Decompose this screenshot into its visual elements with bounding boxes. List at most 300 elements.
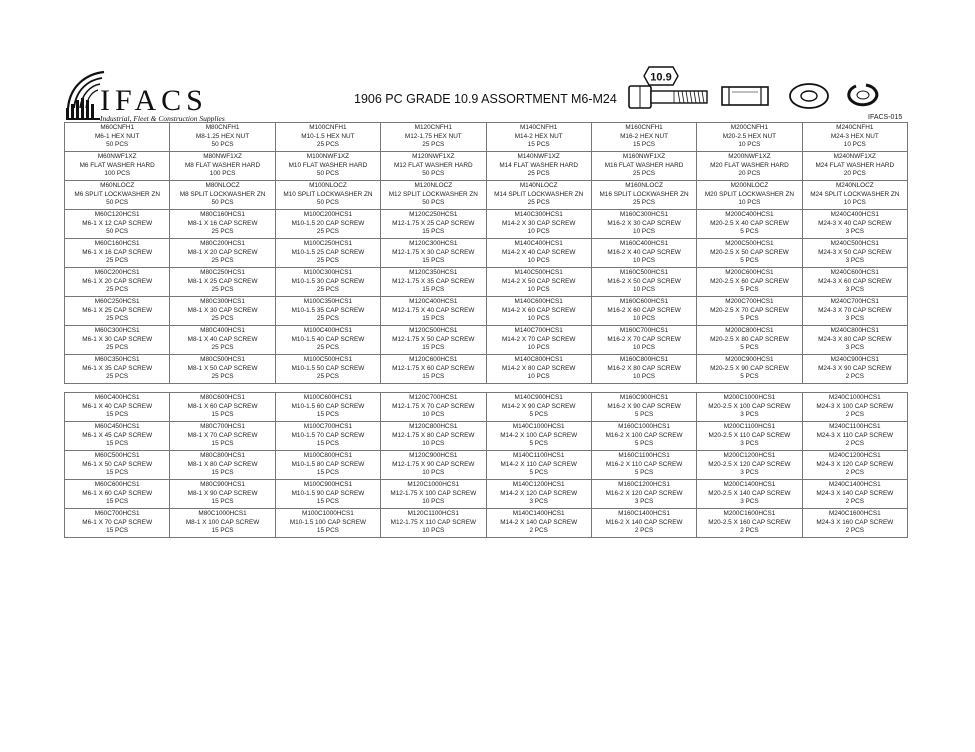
part-desc: M8-1 X 20 CAP SCREW	[187, 248, 258, 256]
part-qty: 15 PCS	[211, 527, 234, 535]
table-row	[65, 297, 908, 326]
part-qty: 3 PCS	[845, 228, 865, 236]
part-code: M80C300HCS1	[200, 298, 245, 306]
part-qty: 25 PCS	[211, 315, 234, 323]
part-cell	[65, 181, 170, 210]
part-code: M140NLOCZ	[519, 182, 558, 190]
part-desc: M24-3 X 60 CAP SCREW	[818, 277, 892, 285]
part-cell	[486, 181, 591, 210]
part-desc: M12-1.75 X 90 CAP SCREW	[392, 460, 475, 468]
part-code: M200NLOCZ	[730, 182, 769, 190]
part-qty: 50 PCS	[106, 141, 129, 149]
part-code: M160C300HCS1	[619, 211, 669, 219]
part-desc: M10-1.5 80 CAP SCREW	[291, 460, 365, 468]
part-code: M140C1000HCS1	[512, 423, 565, 431]
part-code: M120C700HCS1	[409, 394, 458, 402]
part-code: M100C500HCS1	[303, 356, 353, 364]
part-desc: M8-1 X 40 CAP SCREW	[187, 335, 258, 343]
part-code: M60C160HCS1	[94, 240, 140, 248]
part-qty: 25 PCS	[211, 286, 234, 294]
part-cell	[170, 181, 275, 210]
part-cell	[802, 451, 907, 480]
document-code: IFACS-015	[868, 114, 903, 121]
part-cell	[170, 509, 275, 538]
part-code: M140C1200HCS1	[512, 481, 565, 489]
part-desc: M12-1.75 X 50 CAP SCREW	[392, 335, 475, 343]
part-cell	[591, 210, 696, 239]
part-code: M60NWF1XZ	[97, 153, 137, 161]
part-code: M100CNFH1	[309, 124, 347, 132]
part-qty: 2 PCS	[634, 527, 654, 535]
part-code: M80NWF1XZ	[203, 153, 242, 161]
part-code: M240NLOCZ	[835, 182, 874, 190]
part-code: M200C700HCS1	[725, 298, 774, 306]
part-cell	[275, 152, 380, 181]
part-cell	[170, 297, 275, 326]
part-code: M60C350HCS1	[94, 356, 140, 364]
part-desc: M14-2 X 50 CAP SCREW	[501, 277, 576, 285]
part-desc: M14-2 X 60 CAP SCREW	[501, 306, 576, 314]
part-code: M80C1000HCS1	[198, 510, 247, 518]
part-code: M200C400HCS1	[725, 211, 774, 219]
part-code: M100C200HCS1	[303, 211, 353, 219]
part-desc: M6-1 X 45 CAP SCREW	[82, 431, 153, 439]
part-qty: 25 PCS	[316, 373, 339, 381]
part-qty: 15 PCS	[316, 469, 339, 477]
part-desc: M16-2 X 140 CAP SCREW	[605, 518, 683, 526]
part-qty: 5 PCS	[634, 440, 654, 448]
part-cell	[381, 123, 486, 152]
part-qty: 2 PCS	[845, 469, 865, 477]
part-desc: M20-2.5 X 50 CAP SCREW	[710, 248, 789, 256]
part-desc: M16-2 X 100 CAP SCREW	[605, 431, 683, 439]
part-desc: M6-1 X 70 CAP SCREW	[82, 518, 153, 526]
part-qty: 15 PCS	[633, 141, 656, 149]
part-qty: 25 PCS	[211, 344, 234, 352]
part-qty: 25 PCS	[106, 315, 129, 323]
part-desc: M10 FLAT WASHER HARD	[288, 161, 368, 169]
part-code: M120C600HCS1	[409, 356, 458, 364]
part-desc: M24-3 X 40 CAP SCREW	[818, 219, 892, 227]
part-desc: M12-1.75 X 25 CAP SCREW	[392, 219, 475, 227]
part-cell	[65, 152, 170, 181]
part-code: M140C700HCS1	[514, 327, 563, 335]
part-qty: 2 PCS	[740, 527, 759, 535]
part-cell	[486, 268, 591, 297]
part-code: M160C900HCS1	[619, 394, 669, 402]
part-code: M100NLOCZ	[309, 182, 347, 190]
part-code: M160C400HCS1	[619, 240, 669, 248]
part-qty: 50 PCS	[211, 141, 234, 149]
part-qty: 15 PCS	[106, 498, 129, 506]
part-qty: 15 PCS	[422, 373, 445, 381]
part-qty: 25 PCS	[106, 344, 129, 352]
part-code: M60C450HCS1	[94, 423, 140, 431]
part-cell	[591, 355, 696, 384]
part-code: M140C900HCS1	[514, 394, 563, 402]
part-desc: M8-1 X 60 CAP SCREW	[187, 402, 258, 410]
part-code: M200C900HCS1	[725, 356, 774, 364]
part-desc: M14-2 HEX NUT	[514, 132, 563, 140]
part-cell	[591, 297, 696, 326]
part-desc: M20-2.5 X 80 CAP SCREW	[710, 335, 789, 343]
section-gap-cell	[65, 384, 908, 393]
part-desc: M8-1 X 80 CAP SCREW	[187, 460, 258, 468]
part-qty: 3 PCS	[529, 498, 548, 506]
part-cell	[381, 268, 486, 297]
part-qty: 3 PCS	[740, 498, 759, 506]
part-cell	[275, 123, 380, 152]
part-code: M200C1200HCS1	[723, 452, 776, 460]
part-code: M120C250HCS1	[409, 211, 458, 219]
part-desc: M24 SPLIT LOCKWASHER ZN	[810, 190, 900, 198]
part-cell	[802, 297, 907, 326]
part-qty: 10 PCS	[633, 315, 656, 323]
part-cell	[486, 123, 591, 152]
part-desc: M6-1 X 60 CAP SCREW	[82, 489, 153, 497]
part-code: M240C400HCS1	[830, 211, 879, 219]
part-qty: 5 PCS	[529, 411, 548, 419]
part-cell	[591, 123, 696, 152]
part-code: M240C900HCS1	[830, 356, 879, 364]
part-desc: M20 FLAT WASHER HARD	[710, 161, 789, 169]
part-code: M120C400HCS1	[409, 298, 458, 306]
part-qty: 2 PCS	[845, 411, 865, 419]
part-cell	[381, 480, 486, 509]
section-gap	[65, 384, 908, 393]
part-code: M100C250HCS1	[303, 240, 353, 248]
part-qty: 25 PCS	[106, 257, 129, 265]
part-cell	[486, 480, 591, 509]
grade-mark: 10.9	[650, 71, 672, 84]
part-code: M100NWF1XZ	[306, 153, 350, 161]
part-qty: 5 PCS	[740, 228, 759, 236]
part-code: M240C1600HCS1	[828, 510, 881, 518]
part-code: M160CNFH1	[625, 124, 663, 132]
part-desc: M6-1 X 20 CAP SCREW	[82, 277, 153, 285]
part-desc: M10-1.5 35 CAP SCREW	[291, 306, 365, 314]
part-qty: 15 PCS	[211, 469, 234, 477]
part-desc: M6-1 X 12 CAP SCREW	[82, 219, 153, 227]
part-code: M60NLOCZ	[100, 182, 135, 190]
part-qty: 25 PCS	[316, 344, 339, 352]
part-code: M100C400HCS1	[303, 327, 353, 335]
part-cell	[65, 480, 170, 509]
part-desc: M12-1.75 X 30 CAP SCREW	[392, 248, 475, 256]
part-cell	[275, 326, 380, 355]
part-desc: M20-2.5 X 90 CAP SCREW	[710, 364, 789, 372]
part-desc: M20-2.5 X 140 CAP SCREW	[708, 489, 791, 497]
part-cell	[697, 210, 802, 239]
part-qty: 15 PCS	[422, 315, 445, 323]
part-qty: 20 PCS	[738, 170, 761, 178]
part-code: M140C1400HCS1	[512, 510, 565, 518]
grade-10-9-badge-icon	[643, 66, 679, 86]
part-desc: M20-2.5 X 60 CAP SCREW	[710, 277, 789, 285]
part-qty: 25 PCS	[633, 199, 656, 207]
part-code: M120C900HCS1	[409, 452, 458, 460]
part-cell	[802, 422, 907, 451]
part-cell	[591, 393, 696, 422]
part-qty: 50 PCS	[316, 170, 339, 178]
part-code: M100C1000HCS1	[302, 510, 354, 518]
hex-nut-icon	[720, 84, 770, 108]
part-code: M120NLOCZ	[414, 182, 453, 190]
part-qty: 10 PCS	[633, 344, 656, 352]
part-qty: 10 PCS	[738, 141, 761, 149]
part-qty: 15 PCS	[106, 411, 129, 419]
part-desc: M10-1.5 30 CAP SCREW	[291, 277, 365, 285]
part-code: M80CNFH1	[205, 124, 240, 132]
part-cell	[381, 210, 486, 239]
part-qty: 2 PCS	[845, 440, 865, 448]
part-code: M200C800HCS1	[725, 327, 774, 335]
part-desc: M12-1.75 X 100 CAP SCREW	[390, 489, 477, 497]
part-code: M140C400HCS1	[514, 240, 563, 248]
part-qty: 5 PCS	[740, 373, 759, 381]
assortment-table	[64, 122, 908, 538]
part-cell	[275, 181, 380, 210]
part-desc: M10-1.5 60 CAP SCREW	[291, 402, 365, 410]
part-desc: M16 FLAT WASHER HARD	[604, 161, 684, 169]
part-qty: 3 PCS	[740, 469, 759, 477]
part-cell	[697, 451, 802, 480]
part-cell	[697, 152, 802, 181]
part-cell	[170, 393, 275, 422]
part-desc: M10-1.5 90 CAP SCREW	[291, 489, 365, 497]
part-qty: 10 PCS	[527, 228, 550, 236]
part-desc: M16-2 X 120 CAP SCREW	[605, 489, 683, 497]
part-desc: M20-2.5 X 40 CAP SCREW	[710, 219, 789, 227]
part-desc: M8-1 X 100 CAP SCREW	[185, 518, 260, 526]
part-desc: M12-1.75 X 60 CAP SCREW	[392, 364, 475, 372]
part-qty: 25 PCS	[316, 286, 339, 294]
part-code: M80C200HCS1	[200, 240, 245, 248]
part-code: M240C500HCS1	[830, 240, 879, 248]
part-qty: 10 PCS	[633, 257, 656, 265]
part-desc: M10-1.5 25 CAP SCREW	[291, 248, 365, 256]
part-cell	[381, 509, 486, 538]
part-code: M160C600HCS1	[619, 298, 669, 306]
part-cell	[275, 268, 380, 297]
brand-name: IFACS	[100, 84, 208, 117]
part-desc: M24 FLAT WASHER HARD	[815, 161, 895, 169]
table-row	[65, 181, 908, 210]
part-cell	[65, 123, 170, 152]
part-qty: 3 PCS	[845, 257, 865, 265]
part-code: M160C1000HCS1	[618, 423, 670, 431]
flat-washer-icon	[788, 82, 830, 110]
part-cell	[802, 326, 907, 355]
part-cell	[591, 422, 696, 451]
part-cell	[486, 451, 591, 480]
part-desc: M14-2 X 100 CAP SCREW	[500, 431, 578, 439]
part-cell	[591, 326, 696, 355]
part-desc: M16-2 X 30 CAP SCREW	[607, 219, 681, 227]
part-code: M60C700HCS1	[94, 510, 140, 518]
part-qty: 10 PCS	[422, 469, 445, 477]
part-cell	[802, 181, 907, 210]
part-cell	[65, 509, 170, 538]
part-desc: M10-1.5 50 CAP SCREW	[291, 364, 365, 372]
part-qty: 5 PCS	[740, 315, 759, 323]
part-qty: 100 PCS	[209, 170, 236, 178]
part-qty: 10 PCS	[422, 411, 445, 419]
part-code: M120C500HCS1	[409, 327, 458, 335]
part-cell	[381, 451, 486, 480]
part-cell	[275, 422, 380, 451]
part-code: M160C1200HCS1	[618, 481, 670, 489]
table-row	[65, 268, 908, 297]
part-code: M60C600HCS1	[94, 481, 140, 489]
part-desc: M8-1.25 HEX NUT	[195, 132, 250, 140]
part-desc: M14 FLAT WASHER HARD	[499, 161, 579, 169]
part-code: M100C900HCS1	[303, 481, 353, 489]
part-desc: M10-1.5 40 CAP SCREW	[291, 335, 365, 343]
part-code: M200C600HCS1	[725, 269, 774, 277]
part-qty: 2 PCS	[845, 527, 865, 535]
part-cell	[697, 181, 802, 210]
part-qty: 15 PCS	[316, 411, 339, 419]
part-desc: M12 FLAT WASHER HARD	[393, 161, 473, 169]
part-cell	[591, 181, 696, 210]
part-desc: M20-2.5 X 120 CAP SCREW	[708, 460, 791, 468]
part-cell	[697, 355, 802, 384]
part-qty: 15 PCS	[316, 498, 339, 506]
part-cell	[381, 297, 486, 326]
part-code: M200C500HCS1	[725, 240, 774, 248]
part-qty: 25 PCS	[633, 170, 656, 178]
table-row	[65, 422, 908, 451]
part-desc: M16-2 X 70 CAP SCREW	[607, 335, 681, 343]
table-row	[65, 123, 908, 152]
part-cell	[275, 509, 380, 538]
part-code: M200C1000HCS1	[723, 394, 776, 402]
table-row	[65, 326, 908, 355]
part-qty: 3 PCS	[740, 440, 759, 448]
part-cell	[591, 152, 696, 181]
part-qty: 25 PCS	[316, 257, 339, 265]
part-qty: 3 PCS	[845, 344, 865, 352]
part-cell	[170, 210, 275, 239]
part-code: M120CNFH1	[414, 124, 452, 132]
part-code: M240C800HCS1	[830, 327, 879, 335]
part-code: M140C500HCS1	[514, 269, 563, 277]
part-cell	[381, 326, 486, 355]
part-cell	[697, 422, 802, 451]
part-cell	[275, 451, 380, 480]
part-cell	[65, 393, 170, 422]
part-cell	[486, 239, 591, 268]
part-desc: M24-3 X 110 CAP SCREW	[816, 431, 894, 439]
part-code: M80C250HCS1	[200, 269, 245, 277]
part-code: M140C600HCS1	[514, 298, 563, 306]
part-cell	[275, 297, 380, 326]
part-desc: M6-1 HEX NUT	[94, 132, 140, 140]
part-cell	[486, 152, 591, 181]
part-cell	[170, 152, 275, 181]
part-desc: M20-2.5 HEX NUT	[722, 132, 777, 140]
part-qty: 25 PCS	[211, 257, 234, 265]
part-cell	[275, 355, 380, 384]
part-code: M200CNFH1	[730, 124, 769, 132]
part-qty: 15 PCS	[422, 228, 445, 236]
part-cell	[170, 268, 275, 297]
part-qty: 5 PCS	[634, 469, 654, 477]
part-qty: 25 PCS	[316, 228, 339, 236]
part-code: M240C700HCS1	[830, 298, 879, 306]
part-cell	[697, 509, 802, 538]
part-qty: 25 PCS	[316, 315, 339, 323]
part-code: M140CNFH1	[520, 124, 558, 132]
part-cell	[697, 297, 802, 326]
cap-screw-icon	[628, 84, 710, 110]
part-cell	[65, 297, 170, 326]
part-qty: 3 PCS	[634, 498, 654, 506]
part-desc: M8-1 X 25 CAP SCREW	[187, 277, 258, 285]
part-desc: M8-1 X 50 CAP SCREW	[187, 364, 258, 372]
split-lockwasher-icon	[846, 82, 880, 108]
part-code: M120C1100HCS1	[407, 510, 459, 518]
part-desc: M20-2.5 X 160 CAP SCREW	[708, 518, 791, 526]
part-qty: 15 PCS	[106, 440, 129, 448]
part-cell	[697, 239, 802, 268]
part-cell	[802, 393, 907, 422]
part-desc: M6 SPLIT LOCKWASHER ZN	[74, 190, 160, 198]
part-desc: M6-1 X 35 CAP SCREW	[82, 364, 153, 372]
part-code: M80C500HCS1	[200, 356, 245, 364]
part-qty: 25 PCS	[527, 199, 550, 207]
part-cell	[486, 422, 591, 451]
part-desc: M20-2.5 X 100 CAP SCREW	[708, 402, 791, 410]
part-qty: 10 PCS	[527, 344, 550, 352]
part-code: M160C800HCS1	[619, 356, 669, 364]
part-qty: 10 PCS	[527, 373, 550, 381]
part-cell	[802, 239, 907, 268]
part-code: M160C1400HCS1	[618, 510, 670, 518]
table-row	[65, 393, 908, 422]
part-code: M60CNFH1	[100, 124, 135, 132]
part-qty: 25 PCS	[316, 141, 339, 149]
part-code: M80C400HCS1	[200, 327, 245, 335]
part-desc: M24-3 X 90 CAP SCREW	[818, 364, 892, 372]
part-desc: M8-1 X 30 CAP SCREW	[187, 306, 258, 314]
part-code: M80C160HCS1	[200, 211, 245, 219]
part-qty: 3 PCS	[845, 315, 865, 323]
part-desc: M6-1 X 30 CAP SCREW	[82, 335, 153, 343]
part-code: M140C300HCS1	[514, 211, 563, 219]
part-code: M80C700HCS1	[200, 423, 245, 431]
part-desc: M12-1.75 X 35 CAP SCREW	[392, 277, 475, 285]
part-desc: M14-2 X 70 CAP SCREW	[501, 335, 576, 343]
part-cell	[170, 239, 275, 268]
part-cell	[802, 355, 907, 384]
part-qty: 10 PCS	[527, 257, 550, 265]
part-desc: M6 FLAT WASHER HARD	[79, 161, 155, 169]
part-cell	[275, 480, 380, 509]
part-desc: M16-2 X 60 CAP SCREW	[607, 306, 681, 314]
part-qty: 15 PCS	[106, 469, 129, 477]
part-desc: M12 SPLIT LOCKWASHER ZN	[388, 190, 478, 198]
part-qty: 15 PCS	[106, 527, 129, 535]
part-qty: 50 PCS	[106, 199, 129, 207]
part-cell	[591, 268, 696, 297]
part-code: M200C1400HCS1	[723, 481, 776, 489]
part-cell	[486, 326, 591, 355]
part-code: M160C500HCS1	[619, 269, 669, 277]
part-code: M100C600HCS1	[303, 394, 353, 402]
part-qty: 10 PCS	[843, 199, 866, 207]
